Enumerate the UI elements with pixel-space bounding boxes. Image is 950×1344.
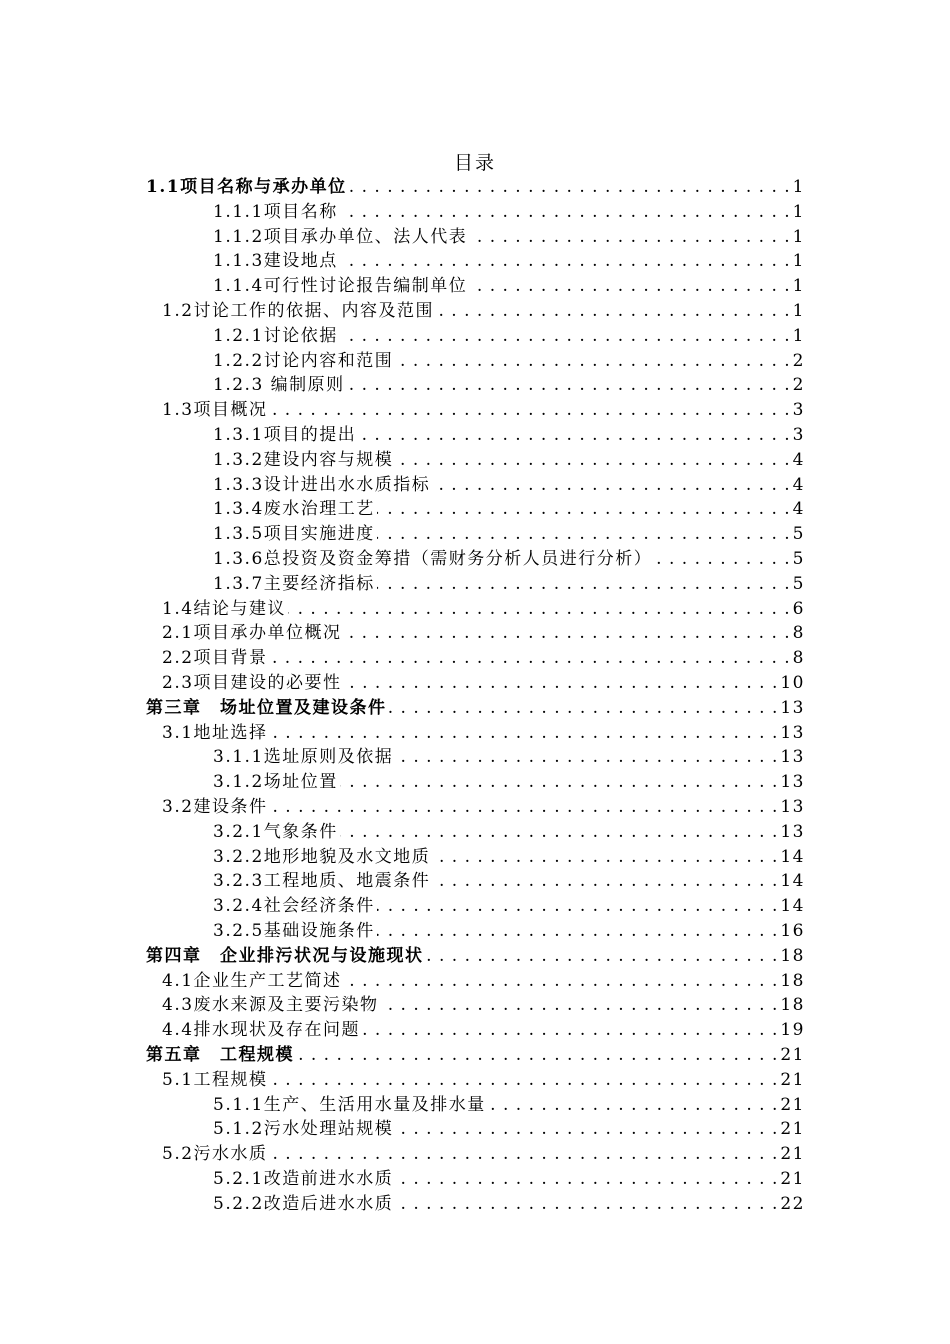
toc-entry-page-number: 1 <box>792 226 805 247</box>
toc-dot-leader <box>436 301 791 321</box>
toc-entry[interactable] <box>146 941 805 966</box>
toc-entry-label: 1.3.1项目的提出 <box>213 425 357 445</box>
toc-entry-page-number: 21 <box>780 1045 805 1065</box>
toc-dot-leader <box>389 698 779 718</box>
toc-entry-page-number: 6 <box>792 598 805 619</box>
toc-entry-page-number: 21 <box>780 1094 805 1115</box>
toc-entry-label: 3.2.4社会经济条件 <box>213 896 375 917</box>
toc-dot-leader <box>432 871 778 891</box>
toc-entry[interactable] <box>213 891 805 916</box>
toc-entry-page-number: 14 <box>780 846 805 867</box>
toc-entry[interactable] <box>213 420 805 445</box>
toc-entry-label: 2.2项目背景 <box>162 648 268 669</box>
toc-entry-page-number: 18 <box>780 945 805 966</box>
toc-entry-page-number: 21 <box>780 1169 805 1189</box>
toc-entry[interactable] <box>162 966 805 991</box>
toc-entry[interactable] <box>213 346 805 371</box>
toc-entry-page-number: 1 <box>792 325 805 346</box>
toc-entry-label: 5.2.2改造后进水水质 <box>213 1193 394 1214</box>
toc-dot-leader <box>270 1070 779 1090</box>
toc-entry-page-number: 8 <box>792 648 805 669</box>
toc-entry-label: 3.2.5基础设施条件 <box>213 921 375 941</box>
toc-dot-leader <box>358 425 790 445</box>
toc-entry-label: 3.2建设条件 <box>162 797 268 817</box>
toc-entry-label: 5.1.2污水处理站规模 <box>213 1119 394 1140</box>
toc-entry-page-number: 14 <box>780 896 805 917</box>
toc-entry-page-number: 2 <box>792 375 805 396</box>
toc-dot-leader <box>377 524 791 544</box>
toc-entry-page-number: 4 <box>792 474 805 495</box>
toc-dot-leader <box>395 747 778 767</box>
toc-entry-label: 1.2.1讨论依据 <box>213 325 338 346</box>
toc-dot-leader <box>426 946 779 966</box>
toc-dot-leader <box>381 995 779 1015</box>
toc-entry-page-number: 5 <box>792 549 805 569</box>
toc-entry-label: 第四章 企业排污状况与设施现状 <box>146 945 424 966</box>
toc-entry[interactable] <box>146 693 805 718</box>
toc-entry-page-number: 18 <box>780 970 805 991</box>
toc-entry[interactable] <box>213 767 805 792</box>
toc-entry[interactable] <box>162 990 805 1015</box>
toc-entry-label: 3.2.2地形地貌及水文地质 <box>213 846 431 867</box>
toc-dot-leader <box>344 673 779 693</box>
toc-entry-label: 2.1项目承办单位概况 <box>162 623 342 644</box>
toc-entry[interactable] <box>213 1189 805 1214</box>
toc-entry[interactable] <box>213 1164 805 1189</box>
toc-entry-label: 1.3.7主要经济指标 <box>213 573 375 594</box>
toc-entry[interactable] <box>213 916 805 941</box>
toc-entry-label: 1.3.4废水治理工艺 <box>213 499 375 520</box>
toc-entry-label: 1.2讨论工作的依据、内容及范围 <box>162 301 435 321</box>
toc-dot-leader <box>270 1144 779 1164</box>
toc-dot-leader <box>377 896 779 916</box>
toc-entry-page-number: 10 <box>780 673 805 693</box>
toc-entry-page-number: 1 <box>792 251 805 272</box>
toc-entry-page-number: 21 <box>780 1144 805 1165</box>
toc-entry[interactable] <box>162 792 805 817</box>
toc-entry-page-number: 3 <box>792 400 805 421</box>
toc-dot-leader <box>395 351 790 371</box>
toc-entry-label: 第五章 工程规模 <box>146 1045 294 1065</box>
toc-dot-leader <box>377 921 779 941</box>
toc-dot-leader <box>377 499 791 519</box>
toc-entry-page-number: 3 <box>792 425 805 445</box>
toc-entry-label: 5.2.1改造前进水水质 <box>213 1169 394 1189</box>
toc-entry-page-number: 5 <box>792 573 805 594</box>
toc-entry-label: 1.3项目概况 <box>162 400 268 421</box>
toc-entry-page-number: 1 <box>792 177 805 197</box>
toc-dot-leader <box>347 375 791 395</box>
toc-entry-page-number: 13 <box>780 697 805 718</box>
toc-entry-label: 1.1.1项目名称 <box>213 201 338 222</box>
toc-entry[interactable] <box>162 668 805 693</box>
toc-entry-page-number: 19 <box>780 1020 805 1041</box>
toc-entry[interactable] <box>213 866 805 891</box>
toc-entry[interactable] <box>213 1090 805 1115</box>
toc-dot-leader <box>270 797 779 817</box>
toc-dot-leader <box>469 276 790 296</box>
toc-dot-leader <box>377 574 791 594</box>
toc-dot-leader <box>395 1194 778 1214</box>
toc-dot-leader <box>270 648 791 668</box>
toc-entry[interactable] <box>213 370 805 395</box>
toc-entry-label: 3.1.1选址原则及依据 <box>213 747 394 768</box>
toc-entry-label: 5.1工程规模 <box>162 1069 268 1090</box>
toc-entry[interactable] <box>162 594 805 619</box>
toc-entry[interactable] <box>213 470 805 495</box>
toc-entry-page-number: 4 <box>792 449 805 470</box>
toc-entry-label: 1.2.2讨论内容和范围 <box>213 350 394 371</box>
toc-entry-page-number: 5 <box>792 524 805 545</box>
toc-entry-label: 4.3废水来源及主要污染物 <box>162 995 379 1016</box>
toc-entry[interactable] <box>162 1065 805 1090</box>
toc-entry[interactable] <box>213 197 805 222</box>
toc-dot-leader <box>270 400 791 420</box>
toc-dot-leader <box>395 450 790 470</box>
toc-entry[interactable] <box>162 618 805 643</box>
toc-entry-label: 1.4结论与建议 <box>162 598 287 619</box>
toc-entry-label: 1.3.5项目实施进度 <box>213 524 375 545</box>
toc-entry[interactable] <box>213 842 805 867</box>
toc-entry-label: 第三章 场址位置及建设条件 <box>146 697 387 718</box>
toc-entry-label: 1.3.2建设内容与规模 <box>213 449 394 470</box>
toc-entry[interactable] <box>213 321 805 346</box>
toc-entry[interactable] <box>213 742 805 767</box>
toc-entry-page-number: 18 <box>780 995 805 1016</box>
toc-entry-label: 1.1项目名称与承办单位 <box>146 177 347 197</box>
toc-entry-page-number: 14 <box>780 871 805 892</box>
toc-entry[interactable] <box>213 271 805 296</box>
toc-entry-page-number: 8 <box>792 623 805 644</box>
toc-entry-page-number: 13 <box>780 747 805 768</box>
toc-entry[interactable] <box>213 544 805 569</box>
toc-dot-leader <box>488 1095 779 1115</box>
toc-entry[interactable] <box>162 1139 805 1164</box>
toc-entry-label: 1.1.4可行性讨论报告编制单位 <box>213 276 468 297</box>
toc-entry-page-number: 4 <box>792 499 805 520</box>
toc-entry[interactable] <box>213 817 805 842</box>
toc-entry-label: 5.1.1生产、生活用水量及排水量 <box>213 1094 486 1115</box>
toc-entry[interactable] <box>162 718 805 743</box>
toc-entry-label: 3.1.2场址位置 <box>213 772 338 793</box>
toc-entry-page-number: 1 <box>792 301 805 321</box>
toc-entry-label: 3.2.3工程地质、地震条件 <box>213 871 431 892</box>
toc-entry[interactable] <box>146 172 805 197</box>
toc-entry-page-number: 21 <box>780 1119 805 1140</box>
toc-entry-page-number: 13 <box>780 821 805 842</box>
toc-entry[interactable] <box>213 494 805 519</box>
toc-dot-leader <box>340 822 779 842</box>
toc-dot-leader <box>432 475 790 495</box>
toc-dot-leader <box>469 227 790 247</box>
toc-entry[interactable] <box>162 643 805 668</box>
toc-dot-leader <box>395 1169 778 1189</box>
toc-entry[interactable] <box>213 222 805 247</box>
toc-dot-leader <box>654 549 790 569</box>
toc-entry-page-number: 21 <box>780 1069 805 1090</box>
toc-dot-leader <box>340 251 791 271</box>
toc-dot-leader <box>344 623 791 643</box>
toc-dot-leader <box>270 723 779 743</box>
toc-entry[interactable] <box>162 1015 805 1040</box>
toc-entry[interactable] <box>213 519 805 544</box>
toc-entry-label: 2.3项目建设的必要性 <box>162 673 342 693</box>
toc-entry-label: 1.1.2项目承办单位、法人代表 <box>213 226 468 247</box>
toc-entry-label: 3.2.1气象条件 <box>213 821 338 842</box>
toc-entry-label: 1.2.3 编制原则 <box>213 375 345 396</box>
toc-dot-leader <box>395 1119 778 1139</box>
toc-entry[interactable] <box>162 395 805 420</box>
toc-entry-page-number: 13 <box>780 722 805 743</box>
toc-dot-leader <box>344 971 779 991</box>
toc-entry-page-number: 13 <box>780 797 805 817</box>
toc-title: 目录 <box>453 152 496 174</box>
toc-entry-label: 3.1地址选择 <box>162 722 268 743</box>
toc-entry-page-number: 2 <box>792 350 805 371</box>
toc-entry[interactable] <box>213 445 805 470</box>
toc-entry-label: 1.3.6总投资及资金筹措（需财务分析人员进行分析） <box>213 549 653 569</box>
toc-entry-label: 4.4排水现状及存在问题 <box>162 1020 361 1041</box>
toc-entry-label: 1.3.3设计进出水水质指标 <box>213 474 431 495</box>
toc-entry[interactable] <box>213 246 805 271</box>
toc-dot-leader <box>340 326 791 346</box>
toc-entry[interactable] <box>213 569 805 594</box>
toc-entry[interactable] <box>162 296 805 321</box>
toc-entry-page-number: 16 <box>780 921 805 941</box>
toc-dot-leader <box>296 1045 778 1065</box>
toc-dot-leader <box>288 599 791 619</box>
toc-entry-label: 4.1企业生产工艺简述 <box>162 970 342 991</box>
toc-entry-page-number: 1 <box>792 201 805 222</box>
toc-dot-leader <box>340 772 779 792</box>
toc-entry[interactable] <box>213 1114 805 1139</box>
toc-entry-page-number: 1 <box>792 276 805 297</box>
toc-entry[interactable] <box>146 1040 805 1065</box>
toc-entry-label: 1.1.3建设地点 <box>213 251 338 272</box>
toc-entry-label: 5.2污水水质 <box>162 1144 268 1165</box>
toc-dot-leader <box>362 1020 778 1040</box>
toc-entry-page-number: 22 <box>780 1193 805 1214</box>
toc-dot-leader <box>349 177 791 197</box>
toc-entry-page-number: 13 <box>780 772 805 793</box>
toc-dot-leader <box>340 202 791 222</box>
toc-dot-leader <box>432 847 778 867</box>
